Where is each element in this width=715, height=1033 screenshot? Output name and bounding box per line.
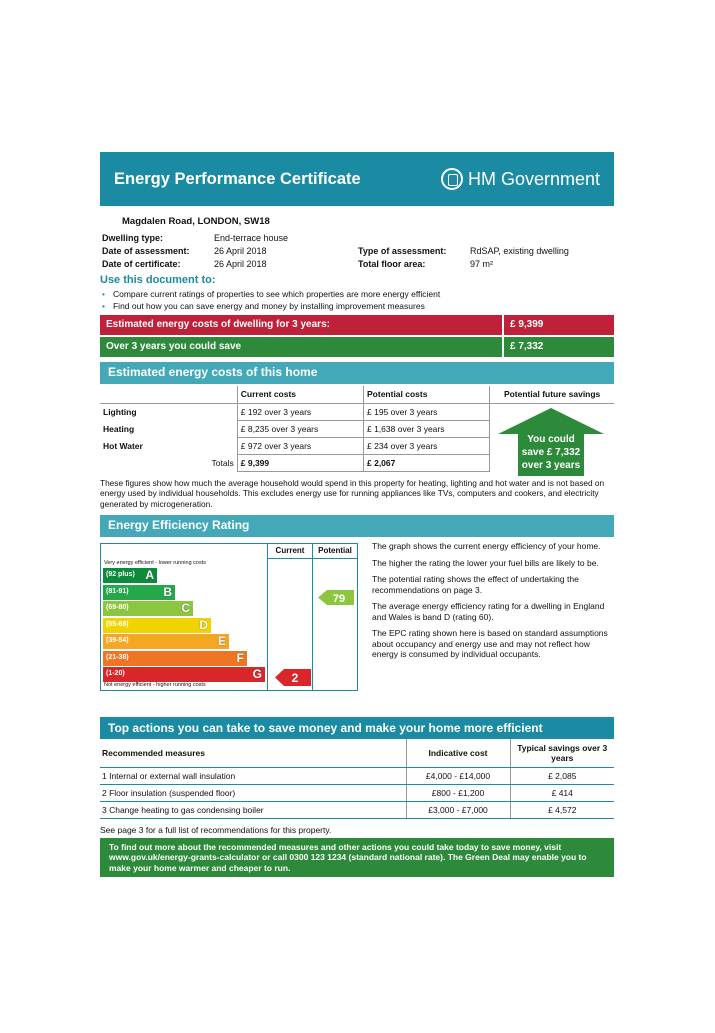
dwelling-type-label: Dwelling type:	[102, 233, 164, 243]
date-certificate-label: Date of certificate:	[102, 259, 181, 269]
potential-costs-header: Potential costs	[364, 386, 490, 403]
totals-label: Totals	[211, 457, 234, 468]
estimated-costs-bar	[100, 315, 614, 335]
saving-header: Typical savings over 3 years	[510, 739, 614, 767]
band-range: (1-20)	[106, 670, 125, 677]
epc-page	[100, 152, 614, 877]
date-assessment-value: 26 April 2018	[214, 246, 267, 256]
property-address: Magdalen Road, LONDON, SW18	[122, 216, 270, 227]
potential-rating-value: 79	[332, 593, 346, 605]
efficiency-rating	[100, 543, 614, 711]
cost-header: Indicative cost	[406, 739, 510, 767]
savings-label: Over 3 years you could save	[106, 341, 242, 352]
type-assessment-label: Type of assessment:	[358, 246, 447, 256]
rating-band-f	[103, 651, 247, 666]
use-document-bullets	[100, 289, 614, 311]
band-letter: C	[181, 601, 190, 615]
list-item: • Compare current ratings of properties to see which properties are more energy efficient	[102, 289, 441, 299]
band-letter: F	[236, 650, 244, 665]
band-range: (55-68)	[106, 620, 129, 628]
measures-header: Recommended measures	[100, 739, 406, 767]
rating-band-a	[103, 568, 157, 583]
rating-band-g	[103, 667, 265, 682]
future-savings-header: Potential future savings	[490, 386, 614, 403]
estimated-costs-label: Estimated energy costs of dwelling for 3 years:	[106, 319, 330, 330]
costs-table	[100, 386, 614, 472]
band-letter: B	[163, 584, 172, 599]
band-range: (69-80)	[106, 604, 129, 611]
table-row: 2 Floor insulation (suspended floor) £800 - £1,200 £ 414	[100, 784, 614, 801]
property-details	[100, 233, 614, 273]
band-range: (21-38)	[106, 653, 129, 661]
savings-bar	[100, 337, 614, 357]
top-efficiency-label: Very energy efficient - lower running costs	[104, 560, 207, 566]
list-item: • Find out how you can save energy and money by installing improvement measures	[102, 301, 425, 311]
table-row: 1 Internal or external wall insulation £4,000 - £14,000 £ 2,085	[100, 767, 614, 784]
current-rating-value: 2	[291, 671, 299, 685]
potential-rating-arrow	[318, 590, 354, 605]
band-range: (81-91)	[106, 587, 129, 595]
header-banner	[100, 152, 614, 206]
table-row: Heating £ 8,235 over 3 years £ 1,638 over 3 years	[100, 420, 614, 437]
date-assessment-label: Date of assessment:	[102, 246, 190, 256]
savings-line-1: You could	[527, 433, 576, 445]
band-letter: D	[199, 617, 208, 632]
current-column-header: Current	[275, 546, 305, 555]
floor-area-value: 97 m²	[470, 259, 494, 269]
gov-label: HM Government	[467, 168, 600, 189]
green-deal-note: To find out more about the recommended measures and other actions you could take today to save money, visit www.gov.uk/energy-grants-calculator or call 0300 123 1234 (standard national rate). The Green Deal may enable you to make your home warmer and cheaper to run.	[100, 838, 614, 878]
crest-icon	[441, 168, 463, 190]
hm-government-logo	[441, 168, 600, 190]
band-range: (39-54)	[106, 637, 129, 644]
table-row: Hot Water £ 972 over 3 years £ 234 over 3 years	[100, 437, 614, 454]
current-rating-arrow	[275, 669, 311, 686]
use-document-title: Use this document to:	[100, 274, 216, 286]
costs-section-title: Estimated energy costs of this home	[100, 362, 614, 384]
table-row: 3 Change heating to gas condensing boiler £3,000 - £7,000 £ 4,572	[100, 801, 614, 818]
rating-band-b	[103, 585, 175, 600]
efficiency-chart	[100, 543, 358, 691]
band-range: (92 plus)	[106, 571, 135, 578]
total-potential: £ 2,067	[364, 454, 490, 471]
date-certificate-value: 26 April 2018	[214, 259, 267, 269]
band-letter: E	[217, 634, 226, 648]
band-letter: A	[145, 568, 154, 582]
dwelling-type-value: End-terrace house	[214, 233, 289, 243]
efficiency-section-title: Energy Efficiency Rating	[100, 515, 614, 537]
savings-line-2: save £ 7,332	[522, 446, 581, 458]
bottom-efficiency-label: Not energy efficient - higher running costs	[104, 682, 206, 688]
bullet-icon: •	[102, 289, 105, 299]
band-letter: G	[252, 667, 262, 681]
current-costs-header: Current costs	[237, 386, 363, 403]
total-current: £ 9,399	[237, 454, 363, 471]
page-title: Energy Performance Certificate	[114, 169, 361, 188]
savings-arrow-cell	[490, 403, 614, 471]
type-assessment-value: RdSAP, existing dwelling	[470, 246, 569, 256]
recommendations-table	[100, 739, 614, 819]
rating-band-e	[103, 634, 229, 649]
efficiency-explanation: The graph shows the current energy efficiency of your home. The higher the rating the lower your fuel bills are likely to be. The potential rating shows the effect of undertaking the recommendations on page 3. The average energy efficiency rating for a dwelling in England and Wales is band D (rating 60). The EPC rating shown here is based on standard assumptions about occupancy and energy use and may not reflect how energy is consumed by individual occupants.	[372, 541, 608, 659]
see-page-note: See page 3 for a full list of recommendations for this property.	[100, 824, 332, 835]
bullet-icon: •	[102, 301, 105, 311]
top-actions	[100, 717, 614, 877]
costs-note: These figures show how much the average household would spend in this property for heating, lighting and hot water and is not based on energy used by individual households. This excludes energy use for running appliances like TVs, computers and cookers, and electricity generated by microgeneration.	[100, 477, 605, 509]
savings-value: £ 7,332	[502, 337, 614, 357]
rating-band-c	[103, 601, 193, 616]
rating-band-d	[103, 618, 211, 633]
potential-column-header: Potential	[318, 546, 352, 555]
table-row: Lighting £ 192 over 3 years £ 195 over 3 years You could save £ 7,332 over 3 years	[100, 403, 614, 420]
floor-area-label: Total floor area:	[358, 259, 426, 269]
top-actions-title: Top actions you can take to save money and make your home more efficient	[100, 717, 614, 739]
estimated-costs-value: £ 9,399	[502, 315, 614, 335]
savings-line-3: over 3 years	[522, 459, 581, 471]
savings-arrow-icon	[498, 408, 604, 476]
